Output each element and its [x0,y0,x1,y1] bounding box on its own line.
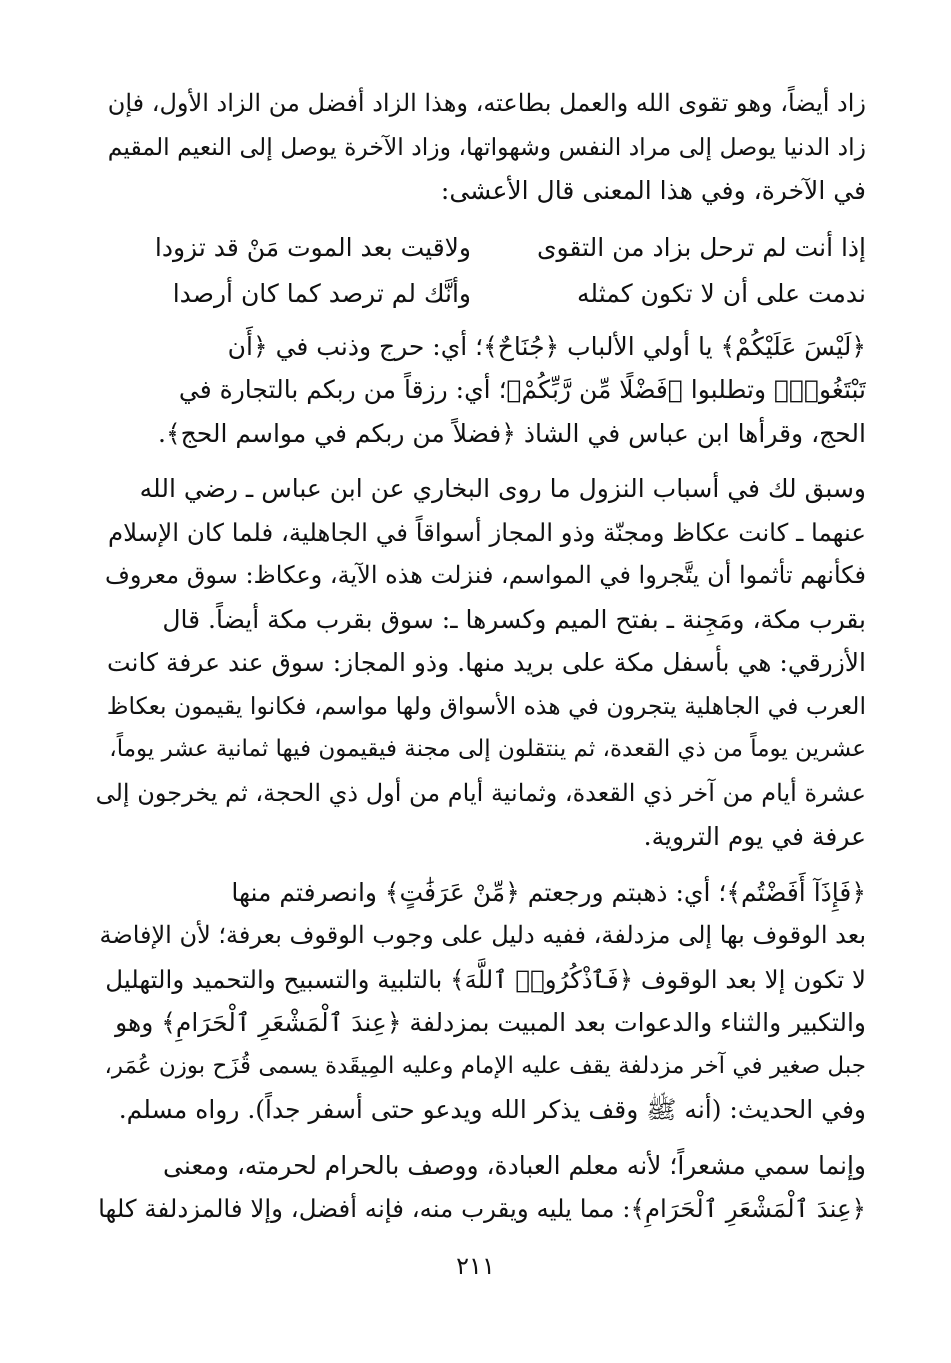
text-line: زاد أيضاً، وهو تقوى الله والعمل بطاعته، وهذا الزاد أفضل من الزاد الأول، فإن [107,89,866,117]
text-line: تَبْتَغُوا۟﴾ وتطلبوا ﴿فَضْلًا مِّن رَّبِّكُمْ﴾؛ أي: رزقاً من ربكم بالتجارة في [178,375,866,404]
text-line: وإنما سمي مشعراً؛ لأنه معلم العبادة، ووصف بالحرام لحرمته، ومعنى [163,1150,866,1180]
paragraph-1 [96,82,866,213]
verse-first-hemistich: إذا أنت لم ترحل بزاد من التقوى [536,232,866,262]
text-line: ﴿لَيْسَ عَلَيْكُمْ﴾ يا أولي الألباب ﴿جُنَاحٌ﴾؛ أي: حرج وذنب في ﴿أَن [227,331,866,361]
verse-second-hemistich: ولاقيت بعد الموت مَنْ قد تزودا [154,232,471,262]
text-line: ﴿عِندَ ٱلْمَشْعَرِ ٱلْحَرَامِ﴾: مما يليه ويقرب منه، فإنه أفضل، وإلا فالمزدلفة كلها [98,1194,866,1223]
text-line: عنهما ـ كانت عكاظ ومجنّة وذو المجاز أسواقاً في الجاهلية، فلما كان الإسلام [107,517,866,547]
text-line: العرب في الجاهلية يتجرون في هذه الأسواق ولها مواسم، فكانوا يقيمون بعكاظ [106,691,866,720]
poem [96,225,866,317]
text-line: وفي الحديث: (أنه ﷺ وقف يذكر الله ويدعو حتى أسفر جداً). رواه مسلم. [118,1095,866,1124]
text-line: زاد الدنيا يوصل إلى مراد النفس وشهواتها، وزاد الآخرة يوصل إلى النعيم المقيم [107,132,866,161]
text-line: عشرة أيام من آخر ذي القعدة، وثمانية أيام من أول ذي الحجة، ثم يخرجون إلى [96,778,866,807]
text-line: بقرب مكة، ومَجِنة ـ بفتح الميم وكسرها ـ: سوق بقرب مكة أيضاً. قال [162,604,866,634]
text-line: بعد الوقوف بها إلى مزدلفة، ففيه دليل على وجوب الوقوف بعرفة؛ لأن الإفاضة [99,921,866,949]
text-line: وسبق لك في أسباب النزول ما روى البخاري عن ابن عباس ـ رضي الله [139,474,866,503]
page-body [96,82,866,1231]
text-line: الحج، وقرأها ابن عباس في الشاذ ﴿فضلاً من ربكم في مواسم الحج﴾. [158,418,866,448]
paragraph-3 [96,467,866,859]
page-number: ٢١١ [456,1252,495,1280]
text-line: ﴿فَإِذَآ أَفَضْتُم﴾؛ أي: ذهبتم ورجعتم ﴿مِّنْ عَرَفَٰتٍ﴾ وانصرفتم منها [231,877,866,907]
text-line: والتكبير والثناء والدعوات بعد المبيت بمزدلفة ﴿عِندَ ٱلْمَشْعَرِ ٱلْحَرَامِ﴾ وهو [115,1008,866,1037]
text-line: عرفة في يوم التروية. [643,822,866,851]
paragraph-2 [96,325,866,456]
text-line: في الآخرة، وفي هذا المعنى قال الأعشى: [440,176,866,205]
paragraph-5 [96,1144,866,1231]
poem-verse [96,271,866,317]
poem-verse [96,225,866,271]
text-line: جبل صغير في آخر مزدلفة يقف عليه الإمام وعليه المِيقَدة يسمى قُزَح بوزن عُمَر، [104,1052,866,1079]
verse-second-hemistich: وأنَّك لم ترصد كما كان أرصدا [172,278,471,308]
text-line: عشرين يوماً من ذي القعدة، ثم ينتقلون إلى مجنة فيقيمون فيها ثمانية عشر يوماً، [109,736,866,762]
text-line: الأزرقي: هي بأسفل مكة على بريد منها. وذو المجاز: سوق عند عرفة كانت [106,648,866,677]
paragraph-4 [96,871,866,1132]
verse-first-hemistich: ندمت على أن لا تكون كمثله [577,278,866,308]
text-line: لا تكون إلا بعد الوقوف ﴿فَٱذْكُرُوا۟ ٱللَّهَ﴾ بالتلبية والتسبيح والتحميد والتهليل [105,964,866,994]
text-line: فكأنهم تأثموا أن يتَّجروا في المواسم، فنزلت هذه الآية، وعكاظ: سوق معروف [104,561,866,589]
